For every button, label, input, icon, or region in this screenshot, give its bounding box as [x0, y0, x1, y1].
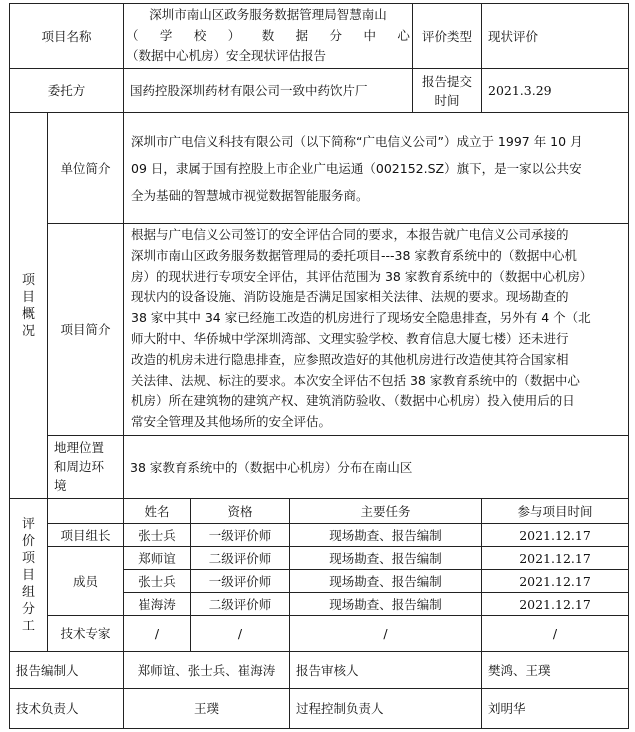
compiler-label: 报告编制人 [16, 662, 79, 678]
location-value: 38 家教育系统中的（数据中心机房）分布在南山区 [130, 459, 413, 475]
project-intro-line: 师大附中、华侨城中学深圳湾部、文理实验学校、教育信息大厦七楼）还未进行 [131, 330, 569, 346]
project-name-value [124, 5, 412, 67]
process-lead-value: 刘明华 [488, 701, 526, 716]
team-cell-time: / [552, 626, 558, 641]
overview-label-char: 目 [21, 289, 35, 305]
team-label-char: 分 [21, 601, 35, 617]
team-cell-time: 2021.12.17 [519, 527, 591, 543]
project-name-char: 心 [397, 27, 410, 43]
team-cell-name: 张士兵 [138, 573, 176, 589]
project-intro-line: 深圳市南山区政务服务数据管理局的委托项目---38 家教育系统中的（数据中心机 [131, 247, 577, 263]
submit-time-value: 2021.3.29 [488, 83, 552, 98]
client-label: 委托方 [47, 83, 86, 98]
project-name-char: 分 [329, 27, 343, 43]
compiler-value: 郑师谊、张士兵、崔海涛 [137, 662, 276, 678]
process-lead-label: 过程控制负责人 [296, 701, 384, 716]
project-name-char: ） [227, 27, 241, 43]
team-cell-task: 现场勘查、报告编制 [329, 573, 442, 589]
project-intro-label: 项目简介 [60, 322, 111, 337]
submit-time-label [413, 69, 481, 112]
submit-time-label-line: 报告提交 [421, 73, 472, 89]
team-label-char: 价 [21, 533, 35, 549]
overview-label-char: 项 [21, 272, 35, 288]
team-cell-time: 2021.12.17 [519, 550, 591, 566]
team-cell-time: 2021.12.17 [519, 596, 591, 612]
team-cell-qual: 二级评价师 [208, 596, 272, 612]
eval-type-value: 现状评价 [488, 28, 539, 44]
project-intro-line: 常安全管理及其他场所的安全评估。 [131, 414, 332, 430]
team-label-char: 项 [21, 550, 35, 566]
unit-intro-line: 全为基础的智慧城市视觉数据智能服务商。 [131, 188, 369, 203]
unit-intro-text [131, 128, 621, 209]
project-name-line1: 深圳市南山区政务服务数据管理局智慧南山 [149, 7, 387, 22]
team-cell-name: 崔海涛 [138, 596, 176, 612]
eval-type-label: 评价类型 [421, 28, 472, 44]
team-cell-task: / [383, 626, 388, 641]
project-intro-text [131, 225, 621, 433]
project-name-line3: （数据中心机房）安全现状评估报告 [126, 48, 327, 63]
project-name-char: （ [126, 27, 139, 43]
project-intro-line: 房）的现状进行专项安全评估，其评估范围为 38 家教育系统中的（数据中心机房） [131, 268, 593, 284]
project-name-char: 学 [159, 27, 173, 43]
project-name-label: 项目名称 [41, 28, 92, 44]
overview-section-label [10, 113, 47, 498]
location-label-line: 和周边环 [54, 459, 105, 474]
project-name-char: 数 [261, 27, 275, 43]
team-cell-name: 张士兵 [138, 527, 176, 543]
reviewer-value: 樊鸿、王璞 [488, 662, 551, 678]
project-name-char: 据 [295, 27, 309, 43]
team-cell-qual: 二级评价师 [208, 550, 272, 566]
team-cell-task: 现场勘查、报告编制 [329, 527, 442, 543]
unit-intro-line: 09 日，隶属于国有控股上市企业广电运通（002152.SZ）旗下，是一家以公共安 [131, 161, 582, 176]
submit-time-label-line: 时间 [434, 92, 460, 108]
team-cell-name: / [154, 626, 160, 641]
team-header-time: 参与项目时间 [517, 503, 593, 519]
team-section-label [10, 499, 47, 651]
project-intro-line: 根据与广电信义公司签订的安全评估合同的要求，本报告就广电信义公司承接的 [131, 227, 569, 242]
project-intro-line: 机房）所在建筑物的建筑产权、建筑消防验收、（数据中心机房）投入使用后的日 [131, 393, 575, 409]
team-cell-task: 现场勘查、报告编制 [329, 596, 442, 612]
member-label: 成员 [72, 573, 98, 589]
team-cell-qual: / [237, 626, 243, 641]
reviewer-label: 报告审核人 [296, 662, 359, 678]
overview-label-char: 概 [21, 306, 35, 322]
project-intro-line: 38 家中其中 34 家已经施工改造的机房进行了现场安全隐患排查，另外有 4 个（北 [131, 310, 591, 326]
unit-intro-line: 深圳市广电信义科技有限公司（以下简称“广电信义公司”）成立于 1997 年 10 月 [131, 134, 583, 149]
team-label-char: 目 [21, 567, 35, 583]
project-name-char: 校 [193, 27, 207, 43]
location-label-line: 地理位置 [54, 440, 105, 455]
unit-intro-label: 单位简介 [60, 160, 111, 176]
tech-lead-value: 王璞 [193, 701, 219, 716]
project-intro-line: 改造的机房未进行隐患排查，应参照改造好的其他机房进行改造使其符合国家相 [131, 351, 569, 367]
tech-lead-label: 技术负责人 [16, 701, 79, 716]
team-cell-qual: 一级评价师 [208, 573, 272, 589]
team-label-char: 组 [21, 584, 35, 600]
location-label [54, 438, 122, 495]
team-label-char: 工 [21, 618, 35, 634]
leader-label: 项目组长 [60, 527, 111, 543]
expert-label: 技术专家 [60, 626, 111, 641]
team-header-task: 主要任务 [360, 503, 411, 519]
team-label-char: 评 [21, 516, 35, 532]
team-cell-qual: 一级评价师 [208, 527, 272, 543]
overview-label-char: 况 [21, 323, 35, 339]
team-cell-task: 现场勘查、报告编制 [329, 550, 442, 566]
project-intro-line: 关法律、法规、标注的要求。本次安全评估不包括 38 家教育系统中的（数据中心 [131, 372, 580, 388]
project-intro-line: 现状内的设备设施、消防设施是否满足国家相关法律、法规的要求。现场勘查的 [131, 289, 569, 305]
team-header-qual: 资格 [227, 503, 253, 519]
team-cell-time: 2021.12.17 [519, 573, 591, 589]
location-label-line: 境 [54, 478, 67, 493]
team-cell-name: 郑师谊 [138, 550, 176, 566]
project-name-line2 [124, 26, 412, 47]
client-value: 国药控股深圳药材有限公司一致中药饮片厂 [130, 83, 368, 98]
project-name-char: 中 [363, 27, 376, 43]
team-header-name: 姓名 [144, 503, 170, 519]
